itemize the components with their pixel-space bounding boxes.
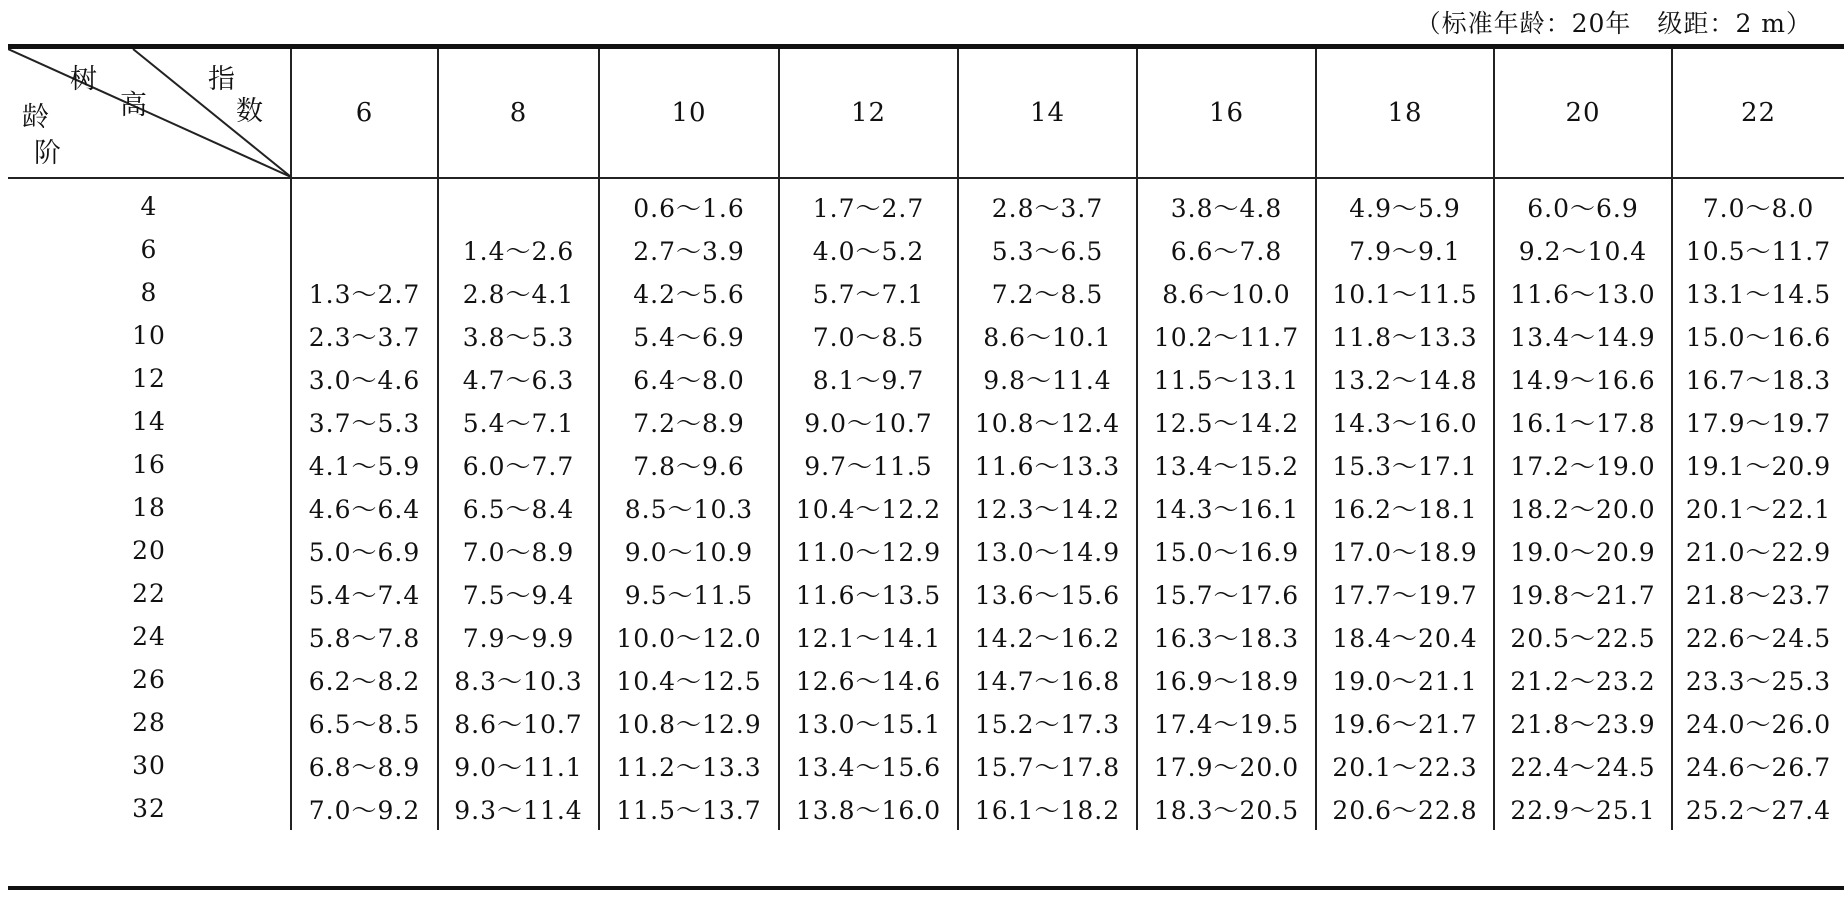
table-row (8, 744, 1844, 787)
height-range-cell: 6.0～6.9 (1494, 178, 1672, 228)
height-range-cell: 12.5～14.2 (1137, 400, 1316, 443)
height-range-cell: 13.0～14.9 (958, 529, 1137, 572)
height-range-cell: 22.9～25.1 (1494, 787, 1672, 830)
height-range-cell: 11.5～13.7 (599, 787, 779, 830)
column-header: 16 (1137, 49, 1316, 178)
height-range-cell: 18.2～20.0 (1494, 486, 1672, 529)
height-range-cell: 14.2～16.2 (958, 615, 1137, 658)
height-range-cell: 5.7～7.1 (779, 271, 958, 314)
height-range-cell: 2.8～4.1 (438, 271, 599, 314)
table-row (8, 400, 1844, 443)
height-range-cell: 10.8～12.4 (958, 400, 1137, 443)
height-range-cell: 20.5～22.5 (1494, 615, 1672, 658)
height-range-cell: 16.1～18.2 (958, 787, 1137, 830)
age-class-cell: 12 (132, 364, 166, 393)
height-range-cell: 16.9～18.9 (1137, 658, 1316, 701)
table-row (8, 615, 1844, 658)
height-range-cell: 13.8～16.0 (779, 787, 958, 830)
height-range-cell: 6.5～8.5 (291, 701, 438, 744)
height-range-cell: 11.8～13.3 (1316, 314, 1494, 357)
height-range-cell: 12.3～14.2 (958, 486, 1137, 529)
height-range-cell: 13.4～14.9 (1494, 314, 1672, 357)
age-class-cell: 4 (140, 192, 158, 221)
height-range-cell: 17.0～18.9 (1316, 529, 1494, 572)
age-class-cell: 24 (132, 622, 166, 651)
height-range-cell: 1.4～2.6 (438, 228, 599, 271)
header-row (8, 49, 1844, 178)
column-header: 18 (1316, 49, 1494, 178)
height-range-cell: 14.9～16.6 (1494, 357, 1672, 400)
site-index-table (8, 49, 1844, 830)
height-range-cell: 7.9～9.1 (1316, 228, 1494, 271)
corner-char: 指 (208, 64, 236, 95)
height-range-cell: 13.2～14.8 (1316, 357, 1494, 400)
column-header: 12 (779, 49, 958, 178)
table-row (8, 357, 1844, 400)
height-range-cell: 7.8～9.6 (599, 443, 779, 486)
height-range-cell: 20.6～22.8 (1316, 787, 1494, 830)
height-range-cell: 8.6～10.1 (958, 314, 1137, 357)
height-range-cell: 10.0～12.0 (599, 615, 779, 658)
height-range-cell: 6.4～8.0 (599, 357, 779, 400)
height-range-cell: 11.6～13.3 (958, 443, 1137, 486)
height-range-cell: 15.2～17.3 (958, 701, 1137, 744)
height-range-cell: 4.0～5.2 (779, 228, 958, 271)
column-header: 22 (1672, 49, 1844, 178)
height-range-cell: 20.1～22.3 (1316, 744, 1494, 787)
height-range-cell: 4.2～5.6 (599, 271, 779, 314)
age-class-cell: 30 (132, 751, 166, 780)
table-row (8, 271, 1844, 314)
height-range-cell: 14.7～16.8 (958, 658, 1137, 701)
height-range-cell: 6.0～7.7 (438, 443, 599, 486)
height-range-cell: 13.6～15.6 (958, 572, 1137, 615)
column-header: 6 (291, 49, 438, 178)
height-range-cell: 4.6～6.4 (291, 486, 438, 529)
table-row (8, 787, 1844, 830)
corner-char: 高 (120, 90, 148, 121)
height-range-cell: 3.0～4.6 (291, 357, 438, 400)
column-header: 10 (599, 49, 779, 178)
age-class-cell: 18 (132, 493, 166, 522)
height-range-cell: 7.5～9.4 (438, 572, 599, 615)
height-range-cell: 11.2～13.3 (599, 744, 779, 787)
height-range-cell: 20.1～22.1 (1672, 486, 1844, 529)
height-range-cell: 13.1～14.5 (1672, 271, 1844, 314)
height-range-cell: 10.8～12.9 (599, 701, 779, 744)
age-class-cell: 6 (140, 235, 158, 264)
height-range-cell: 0.6～1.6 (599, 178, 779, 228)
height-range-cell: 17.7～19.7 (1316, 572, 1494, 615)
height-range-cell: 9.8～11.4 (958, 357, 1137, 400)
corner-header (8, 49, 291, 178)
height-range-cell: 9.3～11.4 (438, 787, 599, 830)
height-range-cell: 2.3～3.7 (291, 314, 438, 357)
height-range-cell: 7.9～9.9 (438, 615, 599, 658)
height-range-cell: 15.7～17.8 (958, 744, 1137, 787)
height-range-cell: 5.4～7.1 (438, 400, 599, 443)
height-range-cell: 11.6～13.0 (1494, 271, 1672, 314)
height-range-cell: 23.3～25.3 (1672, 658, 1844, 701)
height-range-cell: 5.8～7.8 (291, 615, 438, 658)
corner-char: 数 (236, 96, 264, 127)
height-range-cell: 12.1～14.1 (779, 615, 958, 658)
height-range-cell: 8.1～9.7 (779, 357, 958, 400)
height-range-cell: 17.9～20.0 (1137, 744, 1316, 787)
corner-char: 阶 (34, 138, 62, 169)
height-range-cell: 6.5～8.4 (438, 486, 599, 529)
height-range-cell: 8.6～10.7 (438, 701, 599, 744)
column-header: 20 (1494, 49, 1672, 178)
height-range-cell: 7.0～8.0 (1672, 178, 1844, 228)
height-range-cell: 24.6～26.7 (1672, 744, 1844, 787)
height-range-cell (291, 178, 438, 228)
height-range-cell: 1.3～2.7 (291, 271, 438, 314)
height-range-cell: 16.1～17.8 (1494, 400, 1672, 443)
height-range-cell: 5.0～6.9 (291, 529, 438, 572)
height-range-cell: 1.7～2.7 (779, 178, 958, 228)
height-range-cell: 10.1～11.5 (1316, 271, 1494, 314)
height-range-cell: 21.0～22.9 (1672, 529, 1844, 572)
height-range-cell: 4.7～6.3 (438, 357, 599, 400)
height-range-cell: 16.7～18.3 (1672, 357, 1844, 400)
age-class-cell: 10 (132, 321, 166, 350)
height-range-cell: 10.4～12.2 (779, 486, 958, 529)
height-range-cell: 17.4～19.5 (1137, 701, 1316, 744)
height-range-cell: 16.2～18.1 (1316, 486, 1494, 529)
corner-char: 龄 (22, 102, 50, 133)
table-row (8, 228, 1844, 271)
height-range-cell: 9.5～11.5 (599, 572, 779, 615)
height-range-cell: 7.2～8.5 (958, 271, 1137, 314)
height-range-cell: 13.0～15.1 (779, 701, 958, 744)
height-range-cell: 9.0～11.1 (438, 744, 599, 787)
height-range-cell: 10.4～12.5 (599, 658, 779, 701)
height-range-cell: 21.2～23.2 (1494, 658, 1672, 701)
age-class-cell: 14 (132, 407, 166, 436)
height-range-cell: 22.6～24.5 (1672, 615, 1844, 658)
height-range-cell: 15.3～17.1 (1316, 443, 1494, 486)
table-row (8, 701, 1844, 744)
column-header: 14 (958, 49, 1137, 178)
height-range-cell: 2.8～3.7 (958, 178, 1137, 228)
table-note: （标准年龄：20年 级距：2 m） (1415, 9, 1812, 38)
bottom-rule (8, 886, 1844, 890)
age-class-cell: 26 (132, 665, 166, 694)
corner-char: 树 (70, 64, 98, 95)
height-range-cell: 12.6～14.6 (779, 658, 958, 701)
height-range-cell: 19.0～21.1 (1316, 658, 1494, 701)
height-range-cell: 6.2～8.2 (291, 658, 438, 701)
height-range-cell: 14.3～16.1 (1137, 486, 1316, 529)
height-range-cell: 25.2～27.4 (1672, 787, 1844, 830)
height-range-cell: 19.8～21.7 (1494, 572, 1672, 615)
height-range-cell: 10.2～11.7 (1137, 314, 1316, 357)
table-row (8, 314, 1844, 357)
height-range-cell: 8.5～10.3 (599, 486, 779, 529)
height-range-cell: 9.0～10.7 (779, 400, 958, 443)
height-range-cell: 10.5～11.7 (1672, 228, 1844, 271)
height-range-cell: 15.7～17.6 (1137, 572, 1316, 615)
height-range-cell: 6.6～7.8 (1137, 228, 1316, 271)
age-class-cell: 32 (132, 794, 166, 823)
height-range-cell: 9.2～10.4 (1494, 228, 1672, 271)
table-row (8, 443, 1844, 486)
height-range-cell: 3.8～5.3 (438, 314, 599, 357)
table-row (8, 572, 1844, 615)
height-range-cell: 21.8～23.7 (1672, 572, 1844, 615)
table-row (8, 178, 1844, 228)
height-range-cell: 19.6～21.7 (1316, 701, 1494, 744)
height-range-cell: 11.5～13.1 (1137, 357, 1316, 400)
height-range-cell (291, 228, 438, 271)
age-class-cell: 28 (132, 708, 166, 737)
height-range-cell: 13.4～15.2 (1137, 443, 1316, 486)
height-range-cell: 7.0～8.5 (779, 314, 958, 357)
table-row (8, 486, 1844, 529)
height-range-cell: 24.0～26.0 (1672, 701, 1844, 744)
height-range-cell: 7.0～9.2 (291, 787, 438, 830)
height-range-cell: 22.4～24.5 (1494, 744, 1672, 787)
height-range-cell: 18.4～20.4 (1316, 615, 1494, 658)
height-range-cell: 16.3～18.3 (1137, 615, 1316, 658)
height-range-cell: 2.7～3.9 (599, 228, 779, 271)
height-range-cell: 9.7～11.5 (779, 443, 958, 486)
height-range-cell: 3.7～5.3 (291, 400, 438, 443)
height-range-cell: 18.3～20.5 (1137, 787, 1316, 830)
height-range-cell: 7.2～8.9 (599, 400, 779, 443)
table-row (8, 529, 1844, 572)
age-class-cell: 8 (140, 278, 158, 307)
height-range-cell: 11.6～13.5 (779, 572, 958, 615)
height-range-cell: 19.0～20.9 (1494, 529, 1672, 572)
height-range-cell: 21.8～23.9 (1494, 701, 1672, 744)
height-range-cell: 8.6～10.0 (1137, 271, 1316, 314)
age-class-cell: 16 (132, 450, 166, 479)
height-range-cell: 15.0～16.6 (1672, 314, 1844, 357)
height-range-cell: 5.4～6.9 (599, 314, 779, 357)
height-range-cell: 7.0～8.9 (438, 529, 599, 572)
height-range-cell: 5.4～7.4 (291, 572, 438, 615)
height-range-cell: 5.3～6.5 (958, 228, 1137, 271)
height-range-cell: 6.8～8.9 (291, 744, 438, 787)
age-class-cell: 20 (132, 536, 166, 565)
height-range-cell: 4.9～5.9 (1316, 178, 1494, 228)
height-range-cell (438, 178, 599, 228)
column-header: 8 (438, 49, 599, 178)
table-row (8, 658, 1844, 701)
height-range-cell: 4.1～5.9 (291, 443, 438, 486)
height-range-cell: 15.0～16.9 (1137, 529, 1316, 572)
height-range-cell: 9.0～10.9 (599, 529, 779, 572)
height-range-cell: 8.3～10.3 (438, 658, 599, 701)
height-range-cell: 14.3～16.0 (1316, 400, 1494, 443)
height-range-cell: 11.0～12.9 (779, 529, 958, 572)
height-range-cell: 13.4～15.6 (779, 744, 958, 787)
height-range-cell: 3.8～4.8 (1137, 178, 1316, 228)
height-range-cell: 17.9～19.7 (1672, 400, 1844, 443)
age-class-cell: 22 (132, 579, 166, 608)
height-range-cell: 19.1～20.9 (1672, 443, 1844, 486)
height-range-cell: 17.2～19.0 (1494, 443, 1672, 486)
